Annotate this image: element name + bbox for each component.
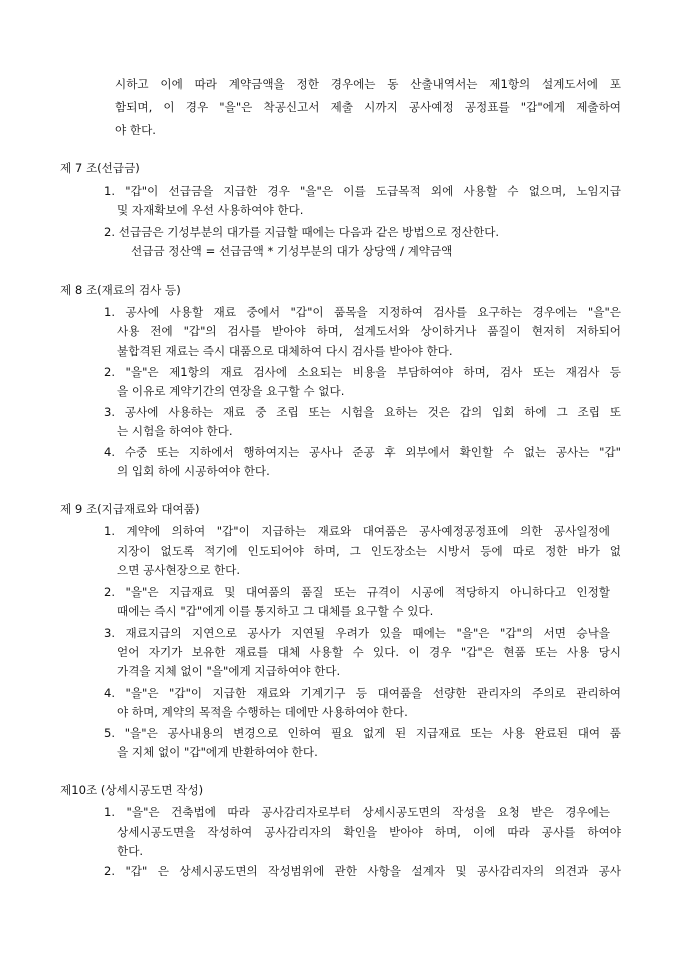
article-8-item-1: 1. 공사에 사용할 재료 중에서 "갑"이 품목을 지정하여 검사를 요구하는 경우에는 "을"은	[104, 305, 621, 319]
article-8-item-2: 2. "을"은 제1항의 재료 검사에 소요되는 비용을 부담하여야 하며, 검사 또는 재검사 등	[104, 365, 621, 379]
article-9-item-5: 을 지체 없이 "갑"에게 반환하여야 한다.	[117, 745, 318, 759]
article-10-title: 제10조 (상세시공도면 작성)	[60, 783, 204, 797]
article-9-item-4: 야 하며, 계약의 목적을 수행하는 데에만 사용하여야 한다.	[117, 705, 408, 719]
article-9-item-1: 1. 계약에 의하여 "갑"이 지급하는 재료와 대여품은 공사예정공정표에 의한 공사일정에	[104, 524, 610, 538]
settlement-formula: 선급금 정산액 = 선급금액 * 기성부분의 대가 상당액 / 계약금액	[131, 244, 453, 258]
article-9-item-4: 4. "을"은 "갑"이 지급한 재료와 기계기구 등 대여품을 선량한 관리자의 주의로 관리하여	[104, 686, 621, 700]
article-10-item-1: 한다.	[117, 844, 144, 858]
article-9-item-5: 5. "을"은 공사내용의 변경으로 인하여 필요 없게 된 지급재료 또는 사용 완료된 대여 품	[104, 726, 621, 740]
article-7-item-1: 1. "갑"이 선급금을 지급한 경우 "을"은 이를 도급목적 외에 사용할 수 없으며, 노임지급	[104, 184, 621, 198]
article-10-item-1: 1. "을"은 건축법에 따라 공사감리자로부터 상세시공도면의 작성을 요청 받은 경우에는	[104, 805, 610, 819]
article-9-item-3: 얻어 자기가 보유한 재료를 대체 사용할 수 있다. 이 경우 "갑"은 현품 또는 사용 당시	[117, 645, 621, 659]
article-9-item-1: 지장이 없도록 적기에 인도되어야 하며, 그 인도장소는 시방서 등에 따로 정한 바가 없	[117, 544, 621, 558]
article-7-item-2: 2. 선급금은 기성부분의 대가를 지급할 때에는 다음과 같은 방법으로 정산한다.	[104, 225, 500, 239]
article-9-item-3: 가격을 지체 없이 "을"에게 지급하여야 한다.	[117, 664, 341, 678]
article-10-item-2: 2. "갑" 은 상세시공도면의 작성범위에 관한 사항을 설계자 및 공사감리자의 의견과 공사	[104, 864, 621, 878]
intro-line: 함되며, 이 경우 "을"은 착공신고서 제출 시까지 공사예정 공정표를 "갑"에게 제출하여	[115, 100, 621, 114]
article-7-item-1: 및 자재확보에 우선 사용하여야 한다.	[117, 203, 304, 217]
article-8-title: 제 8 조(재료의 검사 등)	[60, 283, 181, 297]
article-8-item-3: 3. 공사에 사용하는 재료 중 조립 또는 시험을 요하는 것은 갑의 입회 하에 그 조립 또	[104, 405, 621, 419]
intro-line: 야 한다.	[115, 123, 156, 137]
article-9-title: 제 9 조(지급재료와 대여품)	[60, 502, 200, 516]
article-9-item-1: 으면 공사현장으로 한다.	[117, 563, 241, 577]
article-8-item-4: 의 입회 하에 시공하여야 한다.	[117, 464, 270, 478]
article-9-item-2: 2. "을"은 지급재료 및 대여품의 품질 또는 규격이 시공에 적당하지 아니하다고 인정할	[104, 585, 610, 599]
article-8-item-4: 4. 수중 또는 지하에서 행하여지는 공사나 준공 후 외부에서 확인할 수 없는 공사는 "갑"	[104, 445, 621, 459]
article-8-item-2: 을 이유로 계약기간의 연장을 요구할 수 없다.	[117, 384, 345, 398]
article-8-item-3: 는 시험을 하여야 한다.	[117, 424, 233, 438]
article-7-title: 제 7 조(선급금)	[60, 161, 140, 175]
article-9-item-3: 3. 재료지급의 지연으로 공사가 지연될 우려가 있을 때에는 "을"은 "갑"의 서면 승낙을	[104, 626, 610, 640]
article-9-item-2: 때에는 즉시 "갑"에게 이를 통지하고 그 대체를 요구할 수 있다.	[117, 604, 434, 618]
intro-line: 시하고 이에 따라 계약금액을 정한 경우에는 동 산출내역서는 제1항의 설계도서에 포	[115, 77, 621, 91]
article-10-item-1: 상세시공도면을 작성하여 공사감리자의 확인을 받아야 하며, 이에 따라 공사를 하여야	[117, 825, 621, 839]
article-8-item-1: 사용 전에 "갑"의 검사를 받아야 하며, 설계도서와 상이하거나 품질이 현저히 저하되어	[117, 324, 621, 338]
article-8-item-1: 불합격된 재료는 즉시 대품으로 대체하여 다시 검사를 받아야 한다.	[117, 344, 453, 358]
